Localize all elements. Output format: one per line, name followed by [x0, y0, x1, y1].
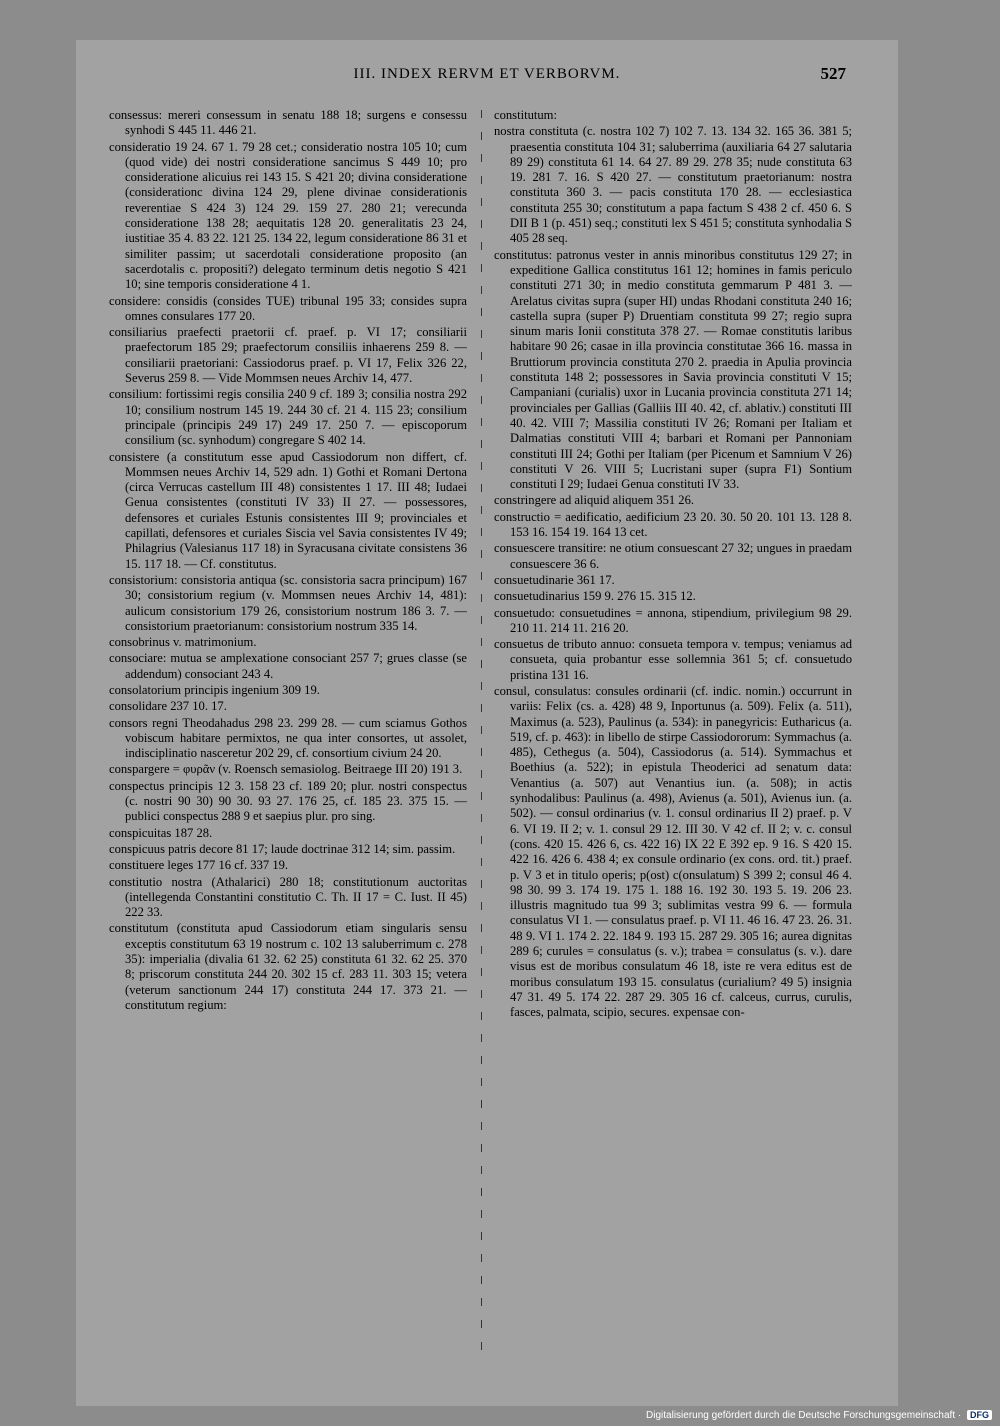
- index-entry: consors regni Theodahadus 298 23. 299 28. — cum sciamus Gothos vobiscum habitare permixtos, ne qua inter consortes, ut assolet, indisciplinatio nasceretur 202 29, cf. consortium civium 24 20.: [109, 715, 467, 761]
- index-entry: consuetus de tributo annuo: consueta tempora v. tempus; veniamus ad consueta, quia probantur esse sollemnia 361 5; cf. consuetudo pristina 131 16.: [494, 637, 852, 682]
- index-entry: considere: considis (consides TUE) tribunal 195 33; consides supra omnes consulares 177 20.: [109, 293, 467, 323]
- book-page: [76, 40, 898, 1406]
- footer-text: Digitalisierung gefördert durch die Deutsche Forschungsgemeinschaft ·: [646, 1410, 962, 1421]
- index-entry: constringere ad aliquid aliquem 351 26.: [494, 493, 695, 508]
- index-entry: consuetudinarius 159 9. 276 15. 315 12.: [494, 589, 696, 604]
- column-divider: [481, 110, 482, 1350]
- index-entry: conspicuus patris decore 81 17; laude doctrinae 312 14; sim. passim.: [109, 841, 456, 856]
- index-entry: constitutum:: [494, 108, 557, 122]
- index-entry: consessus: mereri consessum in senatu 188 18; surgens e consessu synhodi S 445 11. 446 21.: [109, 108, 467, 138]
- index-entry: consolatorium principis ingenium 309 19.: [109, 682, 320, 697]
- index-entry: consistere (a constitutum esse apud Cassiodorum non differt, cf. Mommsen neues Archiv 14, 529 adn. 1) Gothi et Romani Dertona (circa Verrucas castellum III 48) consistentes 1 17. III 48; Iudaei Genua consistentes (constituti IV 33) II 27. — possessores, defensores et curiales Estunis consistentes III 9; provinciales et capillati, defensores et curiales Siscia vel Savia consistentes IV 49; Philagrius (Valesianus 117 18) in Syracusana civitate consistens 36 15. 117 18. — Cf. constitutus.: [109, 449, 467, 571]
- index-entry: conspicuitas 187 28.: [109, 825, 213, 840]
- index-entry: constructio = aedificatio, aedificium 23 20. 30. 50 20. 101 13. 128 8. 153 16. 154 19. 164 13 cet.: [494, 509, 852, 540]
- index-entry: consideratio 19 24. 67 1. 79 28 cet.; consideratio nostra 105 10; cum (quod vide) dei nostri consideratione sancimus S 449 10; pro consideratione alicuius rei 143 15. S 421 20; divina consideratione (considerationc divina 124 29, plene divinae considerationis reverentiae S 424 3) 124 29. 159 27. 280 21; verecunda consideratione 138 28; aequitatis 128 20. generalitatis 23 24, iustitiae 35 4. 83 22. 121 25. 134 22, legum consideratione 86 31 et similiter passim; ut sacerdotali consideratione proposito (an sacerdotalis c. propositi?) delegato terminum detis negotio S 421 10; sine temporis consideratione 4 1.: [109, 139, 467, 292]
- index-entry: consilium: fortissimi regis consilia 240 9 cf. 189 3; consilia nostra 292 10; consilium nostrum 145 19. 244 30 cf. 21 4. 115 23; consilium principale (principis 249 17) 249 17. 250 7. — episcoporum consilium (sc. synhodum) congregare S 402 14.: [109, 387, 467, 448]
- index-entry: consuescere transitire: ne otium consuescant 27 32; ungues in praedam consuescere 36 6.: [494, 541, 852, 571]
- index-entry: constitutio nostra (Athalarici) 280 18; constitutionum auctoritas (intellegenda Constantini constitutio C. Th. II 17 = C. Iust. II 45) 222 33.: [109, 874, 467, 920]
- dfg-logo: DFG: [967, 1410, 992, 1420]
- index-entry: constitutum (constituta apud Cassiodorum etiam singularis sensu exceptis constitutum 63 19 nostrum c. 102 13 saluberrimum c. 278 35): imperialia (divalia 61 32. 62 25) constituta 61 32. 62 25. 370 8; priscorum constituta 244 20. 302 15 cf. 283 11. 303 15; vetera (veterum sanctionum 244 17) constituta 244 17. 373 21. — constitutum regium:: [109, 921, 467, 1012]
- footer-credit: [646, 1410, 992, 1421]
- index-entry: consuetudinarie 361 17.: [494, 572, 615, 587]
- index-entry: consul, consulatus: consules ordinarii (cf. indic. nomin.) occurrunt in variis: Felix (cs. a. 428) 48 9, Inportunus (a. 509). Felix (a. 511), Maximus (a. 523), Paulinus (a. 534): in panegyricis: Eutharicus (a. 519, cf. p. 463): in libello de stirpe Cassiodororum: Symmachus (a. 485), Cethegus (a. 504), Cassiodorus (a. 514). Symmachus et Boethius (a. 522); in epistula Theoderici ad senatum data: Venantius (a. 507) aut Venantius iun. (a. 508); in actis synhodalibus: Paulinus (a. 498), Avienus (a. 501), Avienus iun. (a. 502). — consul ordinarius (v. 1. consul ordinarius II 2) praef. p. V 6. VI 19. II 2; v. 1. consul 29 12. III 30. V 42 cf. II 2; v. c. consul (cons. 420 15. 426 6, cs. 422 16) IX 22 E 392 ep. 9 16. S 420 15. 422 16. 426 6. 438 4; ex consule ordinario (ex cons. ord. tit.) praef. p. V 3 et in titulo operis; p(ost) c(onsulatum) S 399 2; consul 46 4. 98 30. 99 3. 174 19. 175 1. 188 16. 192 30. 193 5. 19. 206 23. illustris magnitudo tua 99 3; sublimitas vestra 99 6. — formula consulatus VI 1. — consulatus praef. p. VI 11. 46 16. 47 23. 26. 31. 48 9. VI 1. 174 2. 22. 184 9. 193 15. 287 29. 305 16; aurea dignitas 289 6; curules = consulatus (s. v.); trabea = consulatus (s. v.). dare visus est de moribus consulatum 46 18, iste re vera editus est de moribus consulatum 193 15. consulatus (curialium? 49 5) insignia 47 31. 49 5. 174 22. 287 29. 305 16 cf. calceus, currus, curulis, fasces, palmata, scipio, secures. expensae con-: [494, 683, 852, 1020]
- index-entry: conspectus principis 12 3. 158 23 cf. 189 20; plur. nostri conspectus (c. nostri 90 30) 90 30. 93 27. 176 25, cf. 185 23. 375 15. — publici conspectus 288 9 et saepius plur. pro sing.: [109, 778, 467, 824]
- index-entry: constitutus: patronus vester in annis minoribus constitutus 129 27; in expeditione Gallica constitutus 161 12; homines in famis periculo constituti 271 30; in medio constituta gemmarum P 481 3. — Arelatus civitas supra (super HI) undas Rhodani constituta 240 16; castella supra (super P) Druentiam constituta 99 27; regio supra sinum maris Ionii constituta 378 27. — Romae constitutis laribus habitare 90 26; casae in illa provincia constitutae 366 16. massa in Bruttiorum provincia constituta 270 2. praedia in Apulia provincia constituta 148 2; possessores in Savia provincia constituti V 15; Campaniani (curialis) uxor in Lucania provincia constituta 271 14; provinciales per Gallias (Galliis III 40. 42, cf. ablativ.) constituti III 40. 42. VIII 7; Massilia constituti IV 26; Romani per Italiam et Dalmatias constituti VIII 4; barbari et Romani per Pannoniam constituti III 24; Gothi per Italiam (per Picenum et Samnium V 26) constituti V 26. VIII 5; Lucristani super (supra F1) Sontium constituti I 29; Iudaei Genua constituti IV 33.: [494, 247, 852, 492]
- left-column: [109, 108, 467, 1014]
- right-column: [494, 108, 852, 1022]
- index-entry: consociare: mutua se amplexatione consociant 257 7; grues classe (se addendum) consociant 243 4.: [109, 651, 467, 681]
- index-entry: nostra constituta (c. nostra 102 7) 102 7. 13. 134 32. 165 36. 381 5; praesentia constituta 104 31; saluberrima (auxiliaria 64 27 salutaria 89 29) constituta 61 14. 64 27. 89 29. 278 35; nude constituta 63 19. 281 7. 16. S 420 27. — constitutum praetorianum: nostra constituta 360 3. — pacis constituta 170 28. — ecclesiastica constituta 255 30; constitutum a papa factum S 438 2 cf. 450 6. S DII B 1 (p. 451) seq.; constituti lex S 451 5; constituta synhodalia S 405 28 seq.: [494, 124, 852, 246]
- index-entry: consolidare 237 10. 17.: [109, 699, 227, 714]
- running-title: III. INDEX RERVM ET VERBORVM.: [353, 66, 621, 82]
- index-entry: conspargere = φυρᾶν (v. Roensch semasiolog. Beitraege III 20) 191 3.: [109, 762, 463, 777]
- index-entry: consuetudo: consuetudines = annona, stipendium, privilegium 98 29. 210 11. 214 11. 216 20.: [494, 605, 852, 635]
- index-entry: consobrinus v. matrimonium.: [109, 635, 257, 650]
- index-entry: constituere leges 177 16 cf. 337 19.: [109, 858, 289, 873]
- index-entry: consiliarius praefecti praetorii cf. praef. p. VI 17; consiliarii praefectorum 185 29; praefectorum consiliis inhaerens 259 8. — consiliarii praetoriani: Cassiodorus praef. p. VI 17, Felix 326 22, Severus 259 8. — Vide Mommsen neues Archiv 14, 477.: [109, 325, 467, 386]
- index-entry: consistorium: consistoria antiqua (sc. consistoria sacra principum) 167 30; consistorium regium (v. Mommsen neues Archiv 14, 481): aulicum consistorium 179 26, consistorium nostrum 186 3. 7. — consistorium praetorianum: consistorium nostrum 335 14.: [109, 572, 467, 633]
- page-number: 527: [820, 64, 846, 83]
